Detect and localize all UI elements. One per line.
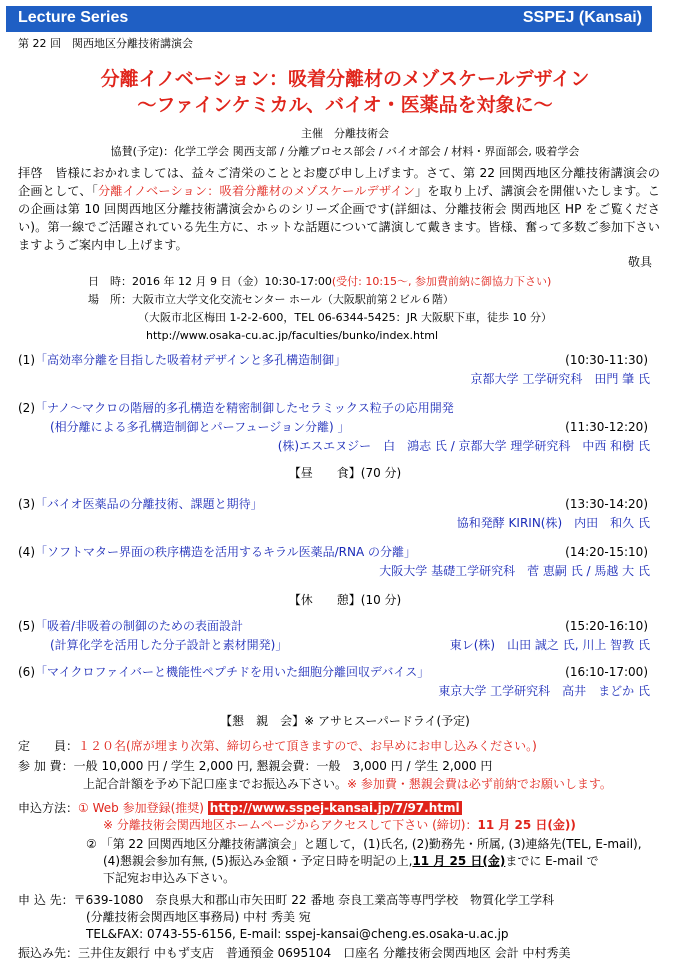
- greeting-paragraph: [18, 164, 660, 254]
- talk-title: 「高効率分離を目指した吸着材デザインと多孔構造制御」: [35, 353, 347, 367]
- capacity-note: (席が埋まり次第、締切らせて頂きますので、お早めにお申し込みください。): [126, 739, 537, 753]
- fees-label: 参 加 費：: [18, 759, 74, 773]
- talk-5-title-row: [18, 618, 243, 635]
- cosponsors: 協賛(予定)：化学工学会 関西支部 / 分離プロセス部会 / バイオ部会 / 材料・界面部会, 吸着学会: [110, 145, 580, 158]
- apply-opt2-line2a: (4)懇親会参加有無, (5)振込み金額・予定日時を明記の上,: [103, 854, 413, 868]
- talk-number: (2): [18, 401, 35, 415]
- apply-opt2-deadline: 11 月 25 日(金): [412, 854, 506, 868]
- greeting-text-1: 拝啓 皆様におかれましては、益々ご清栄のこととお慶び申し上げます。さて、第 22 回関西地区分離技術講演会の企画として、「: [18, 166, 660, 198]
- talk-subtitle: (計算化学を活用した分子設計と素材開発)」: [50, 638, 288, 652]
- header-org: SSPEJ (Kansai): [522, 9, 642, 26]
- talk-title: 「マイクロファイバーと機能性ペプチドを用いた細胞分離回収デバイス」: [35, 665, 430, 679]
- header-series: Lecture Series: [18, 9, 129, 26]
- talk-title: 「ソフトマター界面の秩序構造を活用するキラル医薬品/RNA の分離」: [35, 545, 417, 559]
- talk-number: (6): [18, 665, 35, 679]
- date-row: [88, 274, 551, 290]
- talk-time: (11:30-12:20): [565, 420, 648, 434]
- apply-opt1-note-row: [103, 817, 576, 834]
- contact-row: [18, 892, 554, 909]
- talk-number: (4): [18, 545, 35, 559]
- contact-line2: (分離技術会関西地区事務局) 中村 秀美 宛: [86, 910, 311, 924]
- apply-opt2-row: [86, 836, 642, 853]
- talk-2-title-row: [18, 400, 454, 417]
- talk-time: (15:20-16:10): [565, 619, 648, 633]
- apply-row-1: [18, 800, 462, 817]
- talk-speaker: 京都大学 工学研究科 田門 肇 氏: [470, 372, 650, 386]
- talk-time: (13:30-14:20): [565, 497, 648, 511]
- venue-address: （大阪市北区梅田 1-2-2-600，TEL 06-6344-5425：JR 大阪駅下車，徒歩 10 分）: [138, 311, 552, 324]
- party: 【懇 親 会】※ アサヒスーパードライ(予定): [220, 714, 470, 728]
- date-label: 日 時：: [88, 275, 132, 288]
- apply-label: 申込方法：: [18, 801, 79, 815]
- fees-line2-row: [83, 776, 612, 793]
- talk-6-title-row: [18, 664, 429, 681]
- bank-value: 三井住友銀行 中もず支店 普通預金 0695104 口座名 分離技術会関西地区 会計 中村秀美: [78, 946, 571, 960]
- host: 主催 分離技術会: [301, 127, 389, 140]
- talk-speaker: 東レ(株) 山田 誠之 氏, 川上 智教 氏: [449, 638, 650, 652]
- contact-line1: 〒639-1080 奈良県大和郡山市矢田町 22 番地 奈良工業高等専門学校 物質化学工学科: [73, 893, 555, 907]
- capacity-value: １２０名: [78, 739, 127, 753]
- talk-time: (10:30-11:30): [565, 353, 648, 367]
- header-bar: [6, 6, 652, 32]
- apply-opt2-line2c: までに E-mail で: [505, 854, 599, 868]
- talk-time: (16:10-17:00): [565, 665, 648, 679]
- talk-1-title-row: [18, 352, 346, 369]
- date-note: (受付: 10:15～, 参加費前納に御協力下さい): [331, 275, 552, 288]
- greeting-theme: 分離イノベーション：吸着分離材のメゾスケールデザイン: [97, 184, 416, 198]
- fees-line1: 一般 10,000 円 / 学生 2,000 円, 懇親会費：一般 3,000 円 / 学生 2,000 円: [73, 759, 493, 773]
- apply-opt2-num: ②: [86, 837, 97, 851]
- fees-line2: 上記合計額を予め下記口座までお振込み下さい。: [83, 777, 348, 791]
- apply-opt2-line3: 下記宛お申込み下さい。: [103, 871, 236, 885]
- event-number: 第 22 回 関西地区分離技術講演会: [18, 37, 193, 50]
- title-line2: ～ファインケミカル、バイオ・医薬品を対象に～: [137, 94, 553, 116]
- talk-4-title-row: [18, 544, 416, 561]
- title-line1: 分離イノベーション：吸着分離材のメゾスケールデザイン: [100, 68, 590, 90]
- venue-value: 大阪市立大学文化交流センター ホール（大阪駅前第２ビル６階）: [132, 293, 454, 306]
- talk-speaker: 東京大学 工学研究科 高井 まどか 氏: [438, 684, 650, 698]
- apply-opt1-note: ※ 分離技術会関西地区ホームページからアクセスして下さい: [103, 818, 429, 832]
- talk-speaker: (株)エスエヌジー 白 鴻志 氏 / 京都大学 理学研究科 中西 和樹 氏: [277, 439, 650, 453]
- talk-number: (5): [18, 619, 35, 633]
- rest-break: 【休 憩】(10 分): [288, 593, 402, 607]
- apply-opt1-num: ①: [78, 801, 89, 815]
- greeting-closing: 敬具: [627, 255, 652, 269]
- contact-line3: TEL&FAX: 0743-55-6156, E-mail: sspej-kansai@cheng.es.osaka-u.ac.jp: [86, 927, 509, 941]
- talk-3-title-row: [18, 496, 263, 513]
- capacity-row: [18, 738, 537, 755]
- talk-speaker: 協和発酵 KIRIN(株) 内田 和久 氏: [456, 516, 650, 530]
- talk-number: (1): [18, 353, 35, 367]
- talk-subtitle: (相分離による多孔構造制御とパーフュージョン分離) 」: [50, 420, 350, 434]
- apply-opt2-line1: 「第 22 回関西地区分離技術講演会」と題して，(1)氏名, (2)勤務先・所属, (3)連絡先(TEL, E-mail),: [100, 837, 642, 851]
- apply-opt2-line2-row: [103, 853, 599, 870]
- apply-deadline-label: (締切)：: [432, 818, 478, 832]
- apply-opt1-text: Web 参加登録(推奨): [92, 801, 204, 815]
- talk-speaker: 大阪大学 基礎工学研究科 菅 恵嗣 氏 / 馬越 大 氏: [379, 564, 650, 578]
- talk-title: 「吸着/非吸着の制御のための表面設計: [35, 619, 244, 633]
- bank-row: [18, 945, 571, 962]
- talk-title: 「ナノ～マクロの階層的多孔構造を精密制御したセラミックス粒子の応用開発: [35, 401, 454, 415]
- apply-deadline: 11 月 25 日(金)): [477, 818, 576, 832]
- venue-url[interactable]: http://www.osaka-cu.ac.jp/faculties/bunko/index.html: [146, 329, 439, 342]
- registration-link[interactable]: http://www.sspej-kansai.jp/7/97.html: [209, 801, 460, 815]
- venue-label: 場 所：: [88, 293, 132, 306]
- fees-row: [18, 758, 492, 775]
- capacity-label: 定 員：: [18, 739, 79, 753]
- lunch-break: 【昼 食】(70 分): [288, 466, 402, 480]
- greeting-text-2: 」を取り上げ、講演会を開催いたします。この企画は第 10 回関西地区分離技術講演会からのシリーズ企画です(詳細は、分離技術会 関西地区 HP をご覧ください)。第一線でご活躍されている先生方に、ホットな話題について講演して戴きます。皆様、奮って多数ご参加下さいますようご案内申し上げます。: [18, 184, 660, 252]
- bank-label: 振込み先：: [18, 946, 79, 960]
- contact-label: 申 込 先：: [18, 893, 74, 907]
- talk-number: (3): [18, 497, 35, 511]
- talk-time: (14:20-15:10): [565, 545, 648, 559]
- talk-title: 「バイオ医薬品の分離技術、課題と期待」: [35, 497, 263, 511]
- fees-prepay-note: ※ 参加費・懇親会費は必ず前納でお願いします。: [347, 777, 612, 791]
- venue-row: [88, 292, 454, 308]
- date-value: 2016 年 12 月 9 日（金）10:30-17:00: [132, 275, 332, 288]
